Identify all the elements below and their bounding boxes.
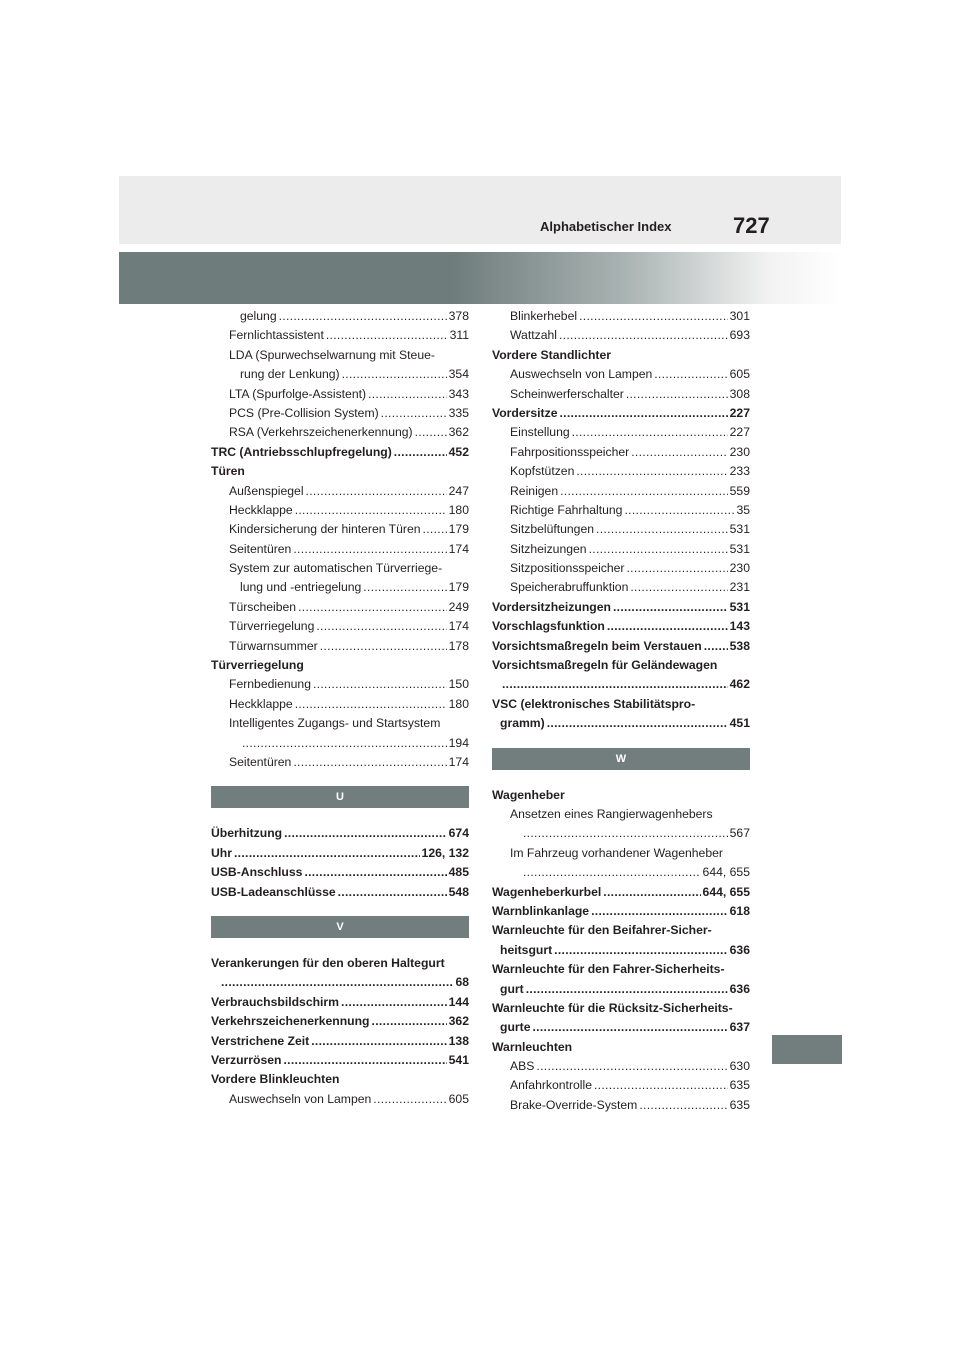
index-entry: Türen <box>211 464 245 479</box>
index-entry: Kopfstützen ..... 233 <box>492 462 750 481</box>
index-entry: Uhr ..... 126, 132 <box>211 844 469 863</box>
section-header-u: U <box>211 786 469 808</box>
header-title: Alphabetischer Index <box>540 219 672 234</box>
section-header-w: W <box>492 748 750 770</box>
index-entry: VSC (elektronisches Stabilitätspro- <box>492 696 696 711</box>
index-entry: Verankerungen für den oberen Haltegurt <box>211 955 445 970</box>
index-entry: ..... 68 <box>211 973 469 992</box>
index-entry: Seitentüren ..... 174 <box>211 753 469 772</box>
index-entry: ..... 462 <box>492 675 750 694</box>
index-entry: gurte ..... 637 <box>492 1018 750 1037</box>
index-entry: Fahrpositionsspeicher ..... 230 <box>492 443 750 462</box>
index-entry: System zur automatischen Türverriege- <box>229 561 443 576</box>
index-entry: Wattzahl ..... 693 <box>492 326 750 345</box>
index-entry: Türwarnsummer ..... 178 <box>211 637 469 656</box>
index-entry: Sitzpositionsspeicher ..... 230 <box>492 559 750 578</box>
index-entry: Vordere Standlichter <box>492 347 611 362</box>
index-entry: Warnleuchte für den Beifahrer-Sicher- <box>492 923 712 938</box>
index-entry: Scheinwerferschalter ..... 308 <box>492 385 750 404</box>
index-entry: Verzurrösen ..... 541 <box>211 1051 469 1070</box>
index-entry: Wagenheber <box>492 787 565 802</box>
index-entry: Ansetzen eines Rangierwagenhebers <box>510 806 713 821</box>
index-entry: Kindersicherung der hinteren Türen ..... 179 <box>211 520 469 539</box>
index-entry: Intelligentes Zugangs- und Startsystem <box>229 716 441 731</box>
index-entry: Brake-Override-System ..... 635 <box>492 1096 750 1115</box>
index-entry: heitsgurt ..... 636 <box>492 941 750 960</box>
index-entry: Warnleuchte für den Fahrer-Sicherheits- <box>492 962 725 977</box>
index-entry: Heckklappe ..... 180 <box>211 695 469 714</box>
index-entry: Warnleuchten <box>492 1039 573 1054</box>
index-entry: Auswechseln von Lampen ..... 605 <box>492 365 750 384</box>
index-entry: ..... 644, 655 <box>492 863 750 882</box>
index-entry: lung und -entriegelung ..... 179 <box>211 578 469 597</box>
index-entry: Auswechseln von Lampen ..... 605 <box>211 1090 469 1109</box>
section-header-v: V <box>211 916 469 938</box>
index-entry: gurt ..... 636 <box>492 980 750 999</box>
index-entry: USB-Anschluss ..... 485 <box>211 863 469 882</box>
index-entry: Verkehrszeichenerkennung ..... 362 <box>211 1012 469 1031</box>
index-entry: Speicherabruffunktion ..... 231 <box>492 578 750 597</box>
index-entry: Warnblinkanlage ..... 618 <box>492 902 750 921</box>
index-entry: PCS (Pre-Collision System) ..... 335 <box>211 404 469 423</box>
index-entry: Vordersitze ..... 227 <box>492 404 750 423</box>
index-entry: Vorschlagsfunktion ..... 143 <box>492 617 750 636</box>
index-entry: LTA (Spurfolge-Assistent) ..... 343 <box>211 385 469 404</box>
index-entry: TRC (Antriebsschlupfregelung) ..... 452 <box>211 443 469 462</box>
index-entry: Reinigen ..... 559 <box>492 482 750 501</box>
index-entry: Im Fahrzeug vorhandener Wagenheber <box>510 845 723 860</box>
index-entry: Türverriegelung <box>211 658 304 673</box>
index-entry: ..... 194 <box>211 734 469 753</box>
index-entry: Wagenheberkurbel ..... 644, 655 <box>492 883 750 902</box>
index-entry: Vorsichtsmaßregeln beim Verstauen ..... 538 <box>492 637 750 656</box>
index-entry: USB-Ladeanschlüsse ..... 548 <box>211 883 469 902</box>
index-entry: Vorsichtsmaßregeln für Geländewagen <box>492 658 718 673</box>
page-number: 727 <box>733 213 770 238</box>
index-entry: Türverriegelung ..... 174 <box>211 617 469 636</box>
index-entry: rung der Lenkung) ..... 354 <box>211 365 469 384</box>
index-entry: Fernbedienung ..... 150 <box>211 675 469 694</box>
thumb-index-tab <box>772 1035 842 1064</box>
index-entry: Blinkerhebel ..... 301 <box>492 307 750 326</box>
index-entry: Richtige Fahrhaltung ..... 35 <box>492 501 750 520</box>
index-entry: Anfahrkontrolle ..... 635 <box>492 1076 750 1095</box>
index-entry: gelung ..... 378 <box>211 307 469 326</box>
index-entry: Vordere Blinkleuchten <box>211 1072 340 1087</box>
index-entry: Verbrauchsbildschirm ..... 144 <box>211 993 469 1012</box>
index-entry: Fernlichtassistent ..... 311 <box>211 326 469 345</box>
index-entry: gramm) ..... 451 <box>492 714 750 733</box>
index-entry: RSA (Verkehrszeichenerkennung) ..... 362 <box>211 423 469 442</box>
index-entry: Sitzheizungen ..... 531 <box>492 540 750 559</box>
index-entry: ..... 567 <box>492 824 750 843</box>
index-entry: ABS ..... 630 <box>492 1057 750 1076</box>
index-column-left <box>211 307 469 1109</box>
index-entry: Verstrichene Zeit ..... 138 <box>211 1032 469 1051</box>
index-entry: Vordersitzheizungen ..... 531 <box>492 598 750 617</box>
index-entry: Sitzbelüftungen ..... 531 <box>492 520 750 539</box>
index-entry: Türscheiben ..... 249 <box>211 598 469 617</box>
index-entry: Seitentüren ..... 174 <box>211 540 469 559</box>
index-entry: Überhitzung ..... 674 <box>211 824 469 843</box>
index-entry: Heckklappe ..... 180 <box>211 501 469 520</box>
index-entry: Einstellung ..... 227 <box>492 423 750 442</box>
index-entry: Warnleuchte für die Rücksitz-Sicherheits- <box>492 1000 733 1015</box>
index-column-right <box>492 307 750 1115</box>
index-entry: LDA (Spurwechselwarnung mit Steue- <box>229 347 435 362</box>
index-entry: Außenspiegel ..... 247 <box>211 482 469 501</box>
header-band <box>119 252 841 304</box>
